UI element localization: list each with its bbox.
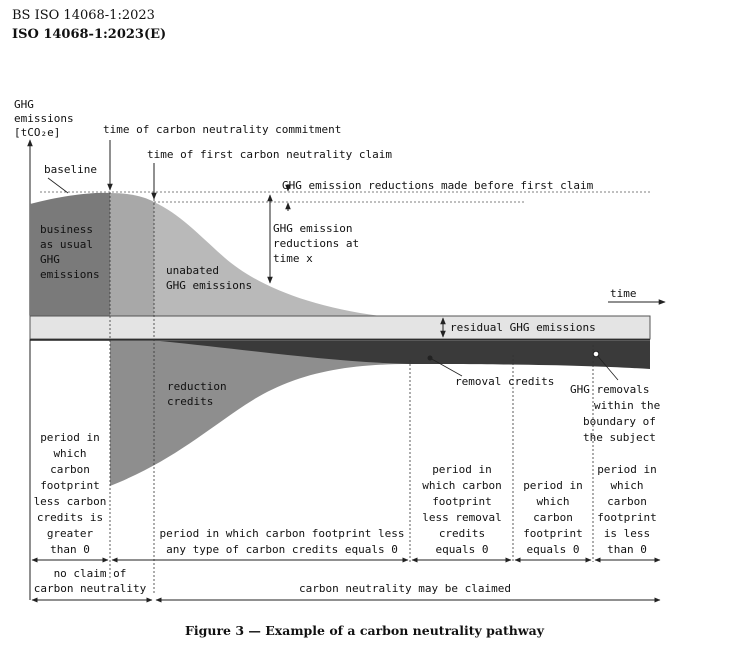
reductions-at-x-line1: GHG emission — [273, 222, 353, 235]
reductions-at-x-line3: time x — [273, 252, 313, 265]
unabated-emissions-area — [154, 202, 380, 316]
removals-within-line4: the subject — [583, 431, 656, 444]
reductions-at-x-line2: reductions at — [273, 237, 360, 250]
svg-text:carbon neutrality: carbon neutrality — [33, 582, 147, 595]
svg-text:equals 0: equals 0 — [435, 543, 489, 556]
svg-text:which: which — [610, 479, 644, 492]
svg-text:less removal: less removal — [422, 511, 502, 524]
svg-text:period in: period in — [523, 479, 583, 492]
time-axis-label: time — [610, 287, 637, 300]
may-claim-text: carbon neutrality may be claimed — [299, 582, 511, 595]
bau-label-line3: GHG — [40, 253, 60, 266]
svg-text:less carbon: less carbon — [33, 495, 107, 508]
y-axis-label-line3: [tCO₂e] — [14, 126, 61, 139]
svg-text:no claim of: no claim of — [53, 567, 127, 580]
reduction-credits-line1: reduction — [167, 380, 227, 393]
svg-text:than 0: than 0 — [607, 543, 647, 556]
period4-text — [523, 479, 583, 556]
removals-within-line1: GHG removals — [570, 383, 650, 396]
pre-claim-emissions-area — [110, 193, 154, 316]
baseline-label: baseline — [44, 163, 97, 176]
svg-text:period in: period in — [432, 463, 492, 476]
reduction-credits-area — [110, 341, 410, 486]
svg-text:credits: credits — [438, 527, 486, 540]
reduction-credits-line2: credits — [167, 395, 214, 408]
svg-text:footprint: footprint — [40, 479, 100, 492]
reductions-before-label: GHG emission reductions made before first claim — [282, 179, 594, 192]
svg-text:greater: greater — [46, 527, 94, 540]
svg-text:carbon: carbon — [50, 463, 90, 476]
removals-within-line2: within the — [594, 399, 661, 412]
svg-text:period in: period in — [597, 463, 657, 476]
svg-text:which carbon: which carbon — [422, 479, 502, 492]
svg-text:any type of carbon credits equ: any type of carbon credits equals 0 — [166, 543, 398, 556]
standard-iso-code: ISO 14068-1:2023(E) — [12, 27, 167, 42]
svg-text:is less: is less — [603, 527, 651, 540]
svg-text:footprint: footprint — [597, 511, 657, 524]
residual-label: residual GHG emissions — [450, 321, 596, 334]
svg-text:equals 0: equals 0 — [526, 543, 580, 556]
period5-text — [597, 463, 657, 556]
svg-text:carbon: carbon — [607, 495, 647, 508]
figure-caption: Figure 3 — Example of a carbon neutrality pathway — [185, 623, 544, 638]
first-claim-label: time of first carbon neutrality claim — [147, 148, 393, 161]
removals-within-line3: boundary of — [583, 415, 656, 428]
svg-text:period in: period in — [40, 431, 100, 444]
svg-text:footprint: footprint — [432, 495, 492, 508]
y-axis-label-line2: emissions — [14, 112, 74, 125]
standard-bs-code: BS ISO 14068-1:2023 — [12, 8, 155, 23]
period3-text — [422, 463, 501, 556]
bau-label-line2: as usual — [40, 238, 93, 251]
period1-text — [34, 431, 107, 556]
y-axis-label-line1: GHG — [14, 98, 34, 111]
bau-label-line1: business — [40, 223, 93, 236]
removals-within-dot — [593, 351, 599, 357]
period2-text — [159, 527, 404, 556]
no-claim-text — [34, 567, 147, 595]
unabated-label-line1: unabated — [166, 264, 219, 277]
commitment-label: time of carbon neutrality commitment — [103, 123, 342, 136]
svg-text:credits is: credits is — [36, 511, 104, 524]
removal-credits-label: removal credits — [455, 375, 555, 388]
svg-text:carbon: carbon — [533, 511, 573, 524]
svg-text:footprint: footprint — [523, 527, 583, 540]
svg-text:than 0: than 0 — [50, 543, 90, 556]
svg-text:which: which — [53, 447, 87, 460]
svg-text:which: which — [536, 495, 570, 508]
unabated-label-line2: GHG emissions — [166, 279, 253, 292]
svg-text:period in which carbon footpri: period in which carbon footprint less — [159, 527, 405, 540]
baseline-leader — [48, 178, 68, 193]
removal-credits-dot — [428, 356, 433, 361]
bau-label-line4: emissions — [40, 268, 100, 281]
